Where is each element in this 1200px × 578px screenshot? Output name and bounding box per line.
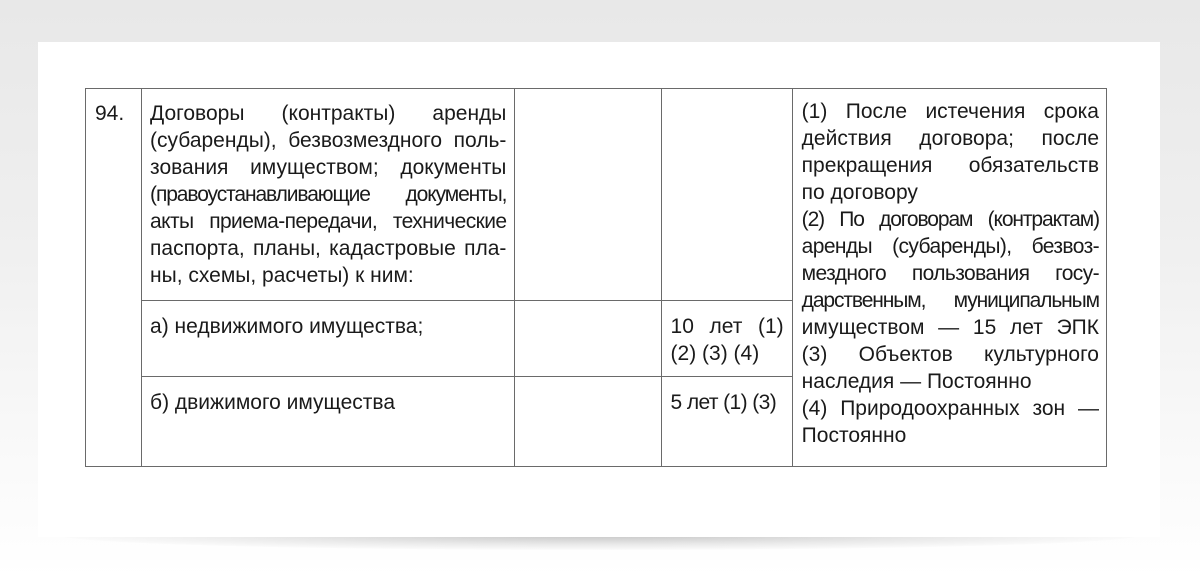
subitem-label: б) движимого имущества [150, 391, 395, 414]
empty-cell [515, 89, 661, 301]
records-table [85, 88, 1107, 467]
retention-term-line: (2) (3) (4) [670, 342, 760, 365]
note-line: наследия — Постоянно [801, 370, 1032, 393]
retention-term-cell [661, 301, 792, 377]
note-line: (4) Природоохранных зон — [801, 397, 1099, 420]
table-row [86, 89, 1107, 301]
subitem-label-cell [142, 377, 515, 467]
article-title-line: зования имуществом; документы [150, 156, 507, 179]
notes-cell [792, 89, 1106, 467]
note-line: (2) По договорам (контрактам) [801, 208, 1099, 231]
note-line: мездного пользования госу- [801, 262, 1099, 285]
retention-term-cell [661, 377, 792, 467]
retention-term-line: 10 лет (1) [670, 315, 784, 338]
article-title-line: акты приема-передачи, технические [150, 210, 507, 233]
retention-term-line: 5 лет (1) (3) [670, 391, 777, 414]
article-title-line: (правоустанавливающие документы, [150, 183, 507, 206]
note-line: дарственным, муниципальным [801, 289, 1099, 312]
retention-term [662, 377, 792, 422]
note-line: действия договора; после [801, 127, 1099, 150]
article-title-cell [142, 89, 515, 301]
document-sheet [38, 42, 1160, 537]
retention-term [662, 301, 792, 373]
note-line: имуществом — 15 лет ЭПК [801, 316, 1099, 339]
note-line: (1) После истечения срока [801, 100, 1099, 123]
article-title-line: Договоры (контракты) аренды [150, 102, 507, 125]
subitem-label-cell [142, 301, 515, 377]
empty-cell [515, 377, 661, 467]
article-title-line: ны, схемы, расчеты) к ним: [150, 264, 414, 287]
subitem-label: а) недвижимого имущества; [150, 315, 424, 338]
note-line: Постоянно [801, 424, 907, 447]
empty-cell [515, 301, 661, 377]
row-number: 94. [95, 102, 125, 125]
notes [793, 89, 1106, 457]
article-title-line: паспорта, планы, кадастровые пла- [150, 237, 507, 260]
article-title-line: (субаренды), безвозмездного поль- [150, 129, 507, 152]
note-line: аренды (субаренды), безвоз- [801, 235, 1099, 258]
note-line: прекращения обязательств [801, 154, 1099, 177]
note-line: (3) Объектов культурного [801, 343, 1099, 366]
note-line: по договору [801, 181, 918, 204]
row-number-cell [86, 89, 142, 467]
article-title [142, 89, 514, 297]
empty-term-cell [661, 89, 792, 301]
